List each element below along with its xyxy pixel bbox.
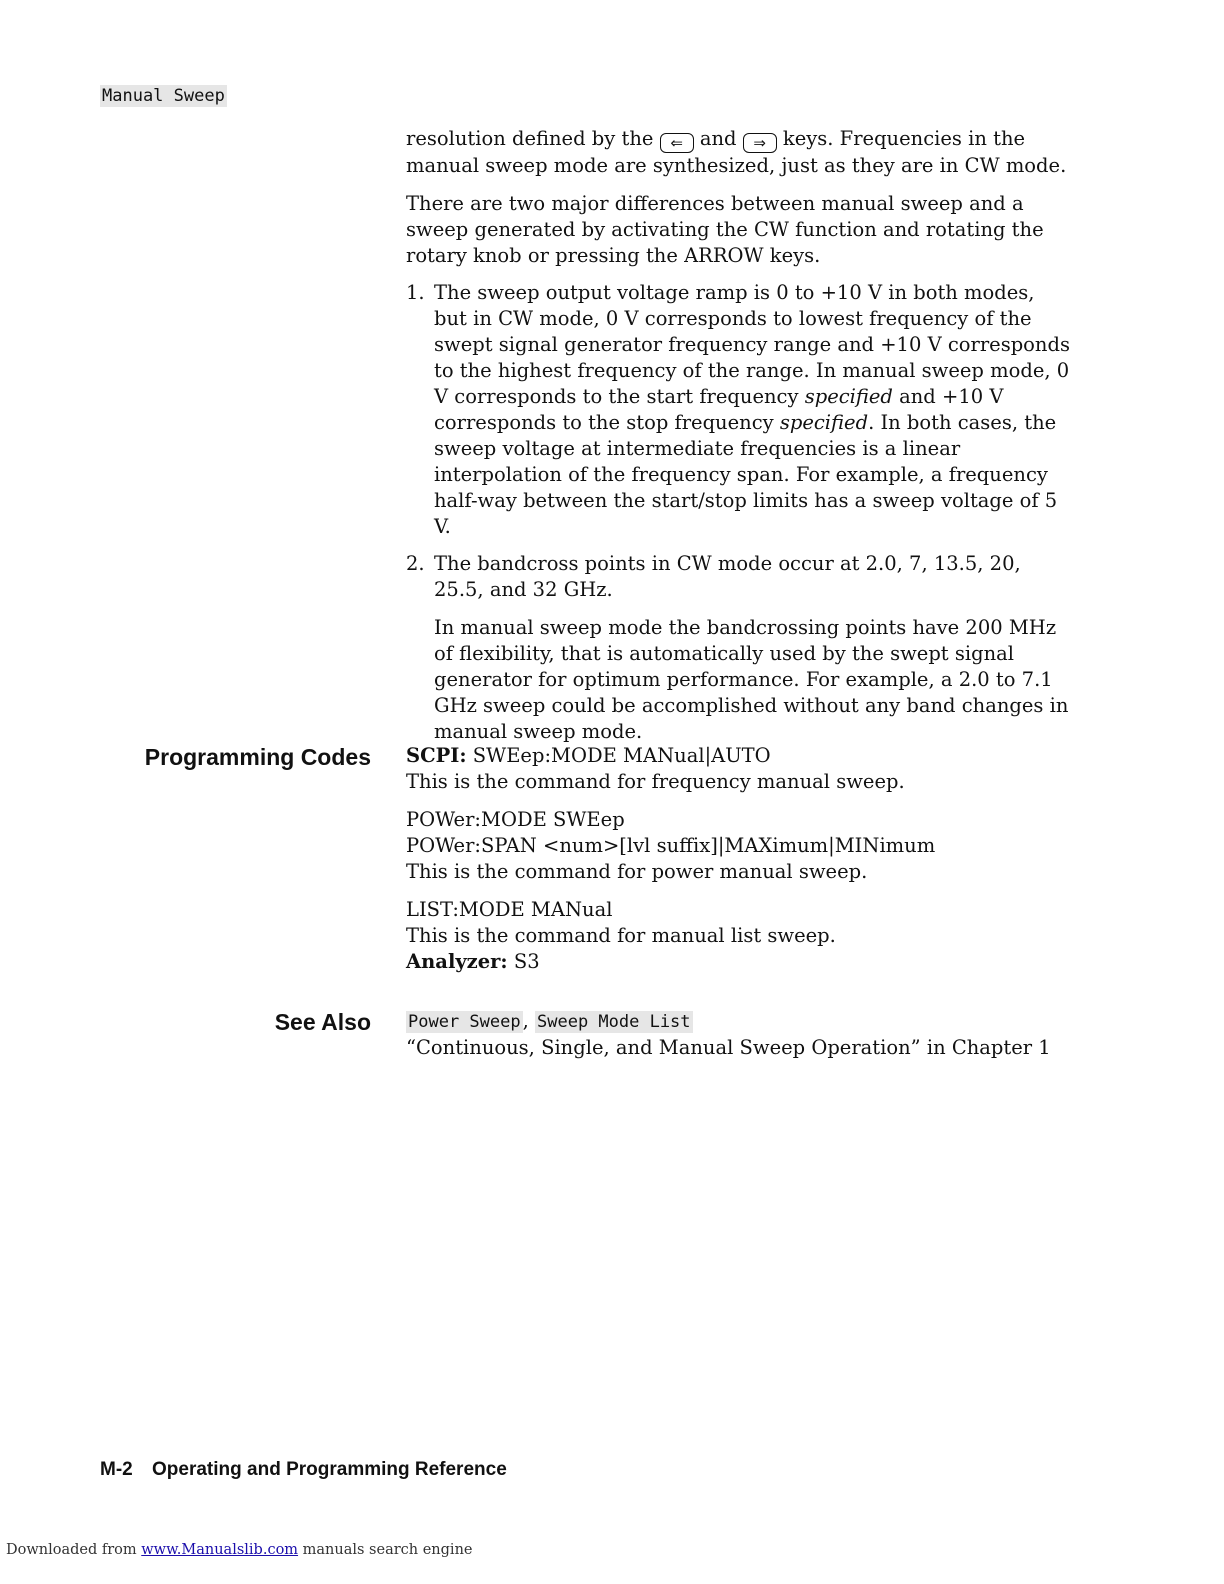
intro-paragraph [406, 126, 1071, 179]
list-item2-text: The bandcross points in CW mode occur at 2.0, 7, 13.5, 20, 25.5, and 32 GHz. [434, 552, 1021, 601]
list-mode-command: LIST:MODE MANual [406, 898, 613, 921]
left-arrow-key-icon: ⇐ [660, 133, 694, 153]
programming-codes-heading: Programming Codes [144, 744, 371, 770]
sweep-mode-list-softkey[interactable]: Sweep Mode List [537, 1012, 691, 1032]
see-also-softkeys [406, 1008, 1071, 1035]
intro-text-and: and [699, 127, 737, 150]
see-also-heading: See Also [274, 1009, 371, 1035]
see-also-reference: “Continuous, Single, and Manual Sweep Operation” in Chapter 1 [406, 1036, 1051, 1059]
power-sweep-softkey[interactable]: Power Sweep [408, 1012, 521, 1032]
power-description: This is the command for power manual sweep. [406, 860, 868, 883]
manual-sweep-softkey: Manual Sweep [102, 86, 225, 106]
list-item1-text-b: and +10 V corresponds to the stop frequency [434, 385, 1004, 434]
intro-section [406, 126, 1071, 745]
intro-text-start: resolution defined by the [406, 127, 654, 150]
page-footer [100, 1459, 507, 1481]
page-number: M-2 [100, 1459, 133, 1480]
list-number: 2. [406, 552, 425, 575]
scpi-command: SWEep:MODE MANual|AUTO [472, 744, 771, 767]
footer-title: Operating and Programming Reference [152, 1459, 507, 1480]
softkey-separator: , [522, 1009, 529, 1032]
scpi-label: SCPI: [406, 744, 467, 767]
download-prefix: Downloaded from [6, 1542, 137, 1558]
power-span-command: POWer:SPAN <num>[lvl suffix]|MAXimum|MINimum [406, 834, 936, 857]
list-item1-text-c: . In both cases, the sweep voltage at intermediate frequencies is a linear interpolation of the frequency span. For example, a frequency half-way between the start/stop limits has a sweep voltage of 5 V. [434, 411, 1058, 538]
see-also-section [406, 1008, 1071, 1061]
scpi-line [406, 743, 1071, 769]
list-item2-subparagraph: In manual sweep mode the bandcrossing points have 200 MHz of flexibility, that is automatically used by the swept signal generator for optimum performance. For example, a 2.0 to 7.1 GHz sweep could be accomplished without any band changes in manual sweep mode. [434, 616, 1069, 743]
list-number: 1. [406, 281, 425, 304]
header-softkey-tag [100, 86, 227, 106]
manualslib-link[interactable]: www.Manualslib.com [141, 1542, 299, 1558]
list-item [406, 280, 1071, 540]
analyzer-value: S3 [513, 950, 540, 973]
list-item1-text-a: The sweep output voltage ramp is 0 to +10 V in both modes, but in CW mode, 0 V corresponds to lowest frequency of the swept signal generator frequency range and +10 V corresponds to the highest frequency of the range. In manual sweep mode, 0 V corresponds to the start frequency [434, 281, 1070, 408]
list-item1-emphasis-2: specified [779, 411, 869, 434]
list-item1-emphasis-1: specified [804, 385, 893, 408]
download-suffix: manuals search engine [302, 1542, 473, 1558]
scpi-description: This is the command for frequency manual sweep. [406, 770, 905, 793]
right-arrow-key-icon: ⇒ [743, 133, 777, 153]
analyzer-line [406, 949, 1071, 975]
list-description: This is the command for manual list sweep. [406, 924, 836, 947]
analyzer-label: Analyzer: [406, 950, 508, 973]
programming-codes-section [406, 743, 1071, 975]
download-note [6, 1542, 473, 1558]
intro-text-end: keys. Frequencies in the manual sweep mode are synthesized, just as they are in CW mode. [406, 127, 1067, 177]
power-mode-command: POWer:MODE SWEep [406, 808, 625, 831]
list-item [406, 551, 1071, 745]
differences-list [406, 280, 1071, 745]
differences-paragraph: There are two major differences between manual sweep and a sweep generated by activating the CW function and rotating the rotary knob or pressing the ARROW keys. [406, 192, 1044, 267]
